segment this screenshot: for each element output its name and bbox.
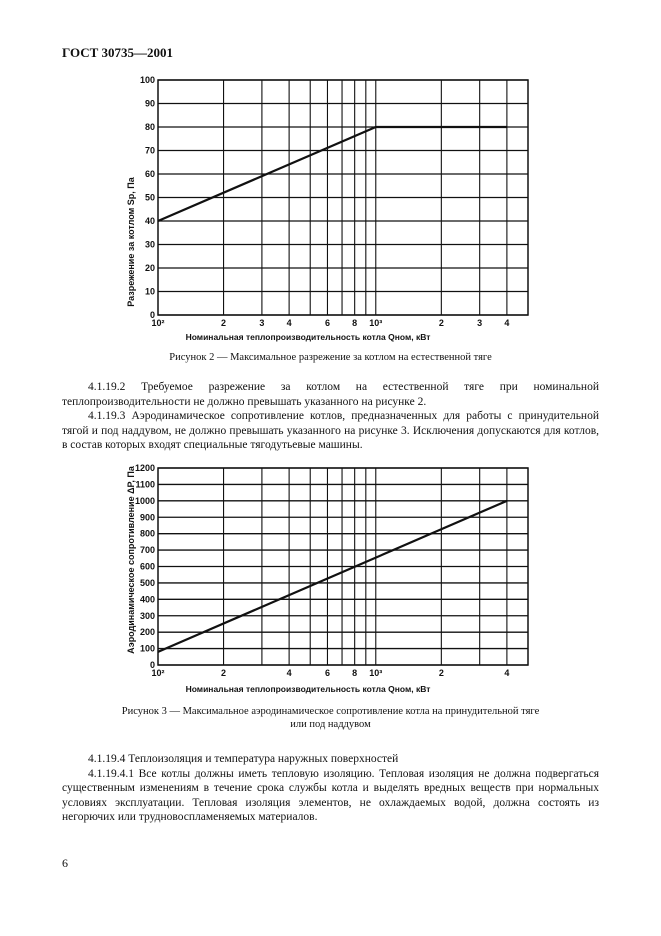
fig2-x-tick-label: 10³ bbox=[369, 318, 383, 328]
fig3-x-tick-label: 4 bbox=[504, 668, 510, 678]
fig3-y-tick-label: 0 bbox=[149, 660, 155, 670]
fig3-y-tick-label: 700 bbox=[139, 545, 155, 556]
fig2-y-tick-label: 60 bbox=[144, 169, 155, 179]
fig2-x-tick-label: 4 bbox=[286, 318, 292, 328]
body-paragraphs bbox=[62, 380, 599, 453]
fig3-x-tick-label: 2 bbox=[438, 668, 444, 678]
figure3-y-axis-label: Аэродинамическое сопротивление ΔP, Па bbox=[126, 466, 136, 654]
fig3-y-tick-label: 1200 bbox=[134, 463, 155, 473]
fig2-y-tick-label: 20 bbox=[144, 263, 155, 273]
fig2-x-tick-label: 2 bbox=[438, 318, 444, 328]
fig2-x-tick-label: 3 bbox=[259, 318, 265, 328]
fig3-y-tick-label: 1000 bbox=[134, 495, 155, 506]
fig2-y-tick-label: 80 bbox=[144, 122, 155, 132]
figure3-caption-line1: Рисунок 3 — Максимальное аэродинамическое сопротивление котла на принудительной тяге bbox=[121, 706, 540, 717]
fig3-y-tick-label: 400 bbox=[139, 594, 155, 605]
page-number: 6 bbox=[62, 856, 68, 870]
figure3-y-tick-labels bbox=[135, 463, 155, 670]
fig2-x-tick-label: 8 bbox=[352, 318, 358, 328]
fig3-y-tick-label: 900 bbox=[139, 512, 155, 523]
fig2-x-tick-label: 6 bbox=[324, 318, 330, 328]
page-header: ГОСТ 30735—2001 bbox=[62, 45, 174, 60]
figure2-caption: Рисунок 2 — Максимальное разрежение за котлом на естественной тяге bbox=[169, 352, 492, 363]
figure3-chart bbox=[118, 460, 538, 700]
figure2-y-axis-label: Разрежение за котлом Sp, Па bbox=[126, 177, 136, 307]
figure3-x-tick-labels bbox=[151, 668, 509, 678]
figure2-y-tick-labels bbox=[140, 75, 155, 320]
fig2-x-tick-label: 10² bbox=[151, 318, 165, 328]
fig2-y-tick-label: 50 bbox=[144, 192, 155, 203]
fig2-y-tick-label: 30 bbox=[144, 239, 155, 250]
fig3-y-tick-label: 200 bbox=[139, 627, 155, 638]
fig2-x-tick-label: 3 bbox=[477, 318, 483, 328]
fig2-y-tick-label: 100 bbox=[139, 75, 155, 85]
figure2-x-axis-label: Номинальная теплопроизводительность котла Qном, кВт bbox=[185, 332, 431, 342]
fig2-y-tick-label: 90 bbox=[144, 98, 155, 109]
paragraph-4-1-19-3: 4.1.19.3 Аэродинамическое сопротивление котлов, предназначенных для работы с принудительной тягой и под наддувом, не должно превышать указанного на рисунке 3. Исключения допускаются для котлов, в состав которых входят специальные тягодутьевые машины. bbox=[62, 410, 599, 452]
fig3-x-tick-label: 2 bbox=[221, 668, 227, 678]
fig3-y-tick-label: 600 bbox=[139, 561, 155, 572]
fig2-y-tick-label: 70 bbox=[144, 145, 155, 156]
fig2-y-tick-label: 0 bbox=[149, 310, 155, 320]
figure3-grid bbox=[158, 468, 528, 665]
fig3-y-tick-label: 300 bbox=[139, 610, 155, 621]
figure2-x-tick-labels bbox=[151, 318, 509, 328]
figure3-x-axis-label: Номинальная теплопроизводительность котла Qном, кВт bbox=[185, 684, 431, 694]
fig3-y-tick-label: 100 bbox=[139, 643, 155, 654]
fig3-x-tick-label: 8 bbox=[352, 668, 358, 678]
paragraph-4-1-19-4-1: 4.1.19.4.1 Все котлы должны иметь тепловую изоляцию. Тепловая изоляция не должна подвергаться существенным изменениям в течение срока службы котла и выделять вредных веществ при нормальных условиях эксплуатации. Тепловая изоляция элементов, не охлаждаемых водой, должна состоять из негорючих или трудновоспламеняемых материалов. bbox=[62, 767, 599, 824]
fig3-x-tick-label: 10² bbox=[151, 668, 165, 678]
fig3-x-tick-label: 10³ bbox=[369, 668, 383, 678]
paragraph-4-1-19-2: 4.1.19.2 Требуемое разрежение за котлом на естественной тяге при номинальной теплопроизводительности не должно превышать указанного на рисунке 2. bbox=[62, 381, 599, 408]
fig3-x-tick-label: 6 bbox=[324, 668, 330, 678]
fig2-y-tick-label: 10 bbox=[144, 286, 155, 297]
figure3-caption bbox=[62, 705, 599, 731]
fig2-x-tick-label: 4 bbox=[504, 318, 510, 328]
figure3-series-line bbox=[158, 501, 507, 652]
fig3-y-tick-label: 1100 bbox=[135, 479, 155, 490]
figure3-caption-line2: или под наддувом bbox=[290, 719, 371, 730]
fig3-x-tick-label: 4 bbox=[286, 668, 292, 678]
fig2-x-tick-label: 2 bbox=[221, 318, 227, 328]
fig3-y-tick-label: 800 bbox=[139, 528, 155, 539]
fig2-y-tick-label: 40 bbox=[144, 216, 155, 226]
section-insulation bbox=[62, 752, 599, 825]
fig3-y-tick-label: 500 bbox=[139, 577, 155, 588]
section-title: 4.1.19.4 Теплоизоляция и температура наружных поверхностей bbox=[88, 753, 399, 765]
figure2-chart bbox=[118, 70, 538, 350]
